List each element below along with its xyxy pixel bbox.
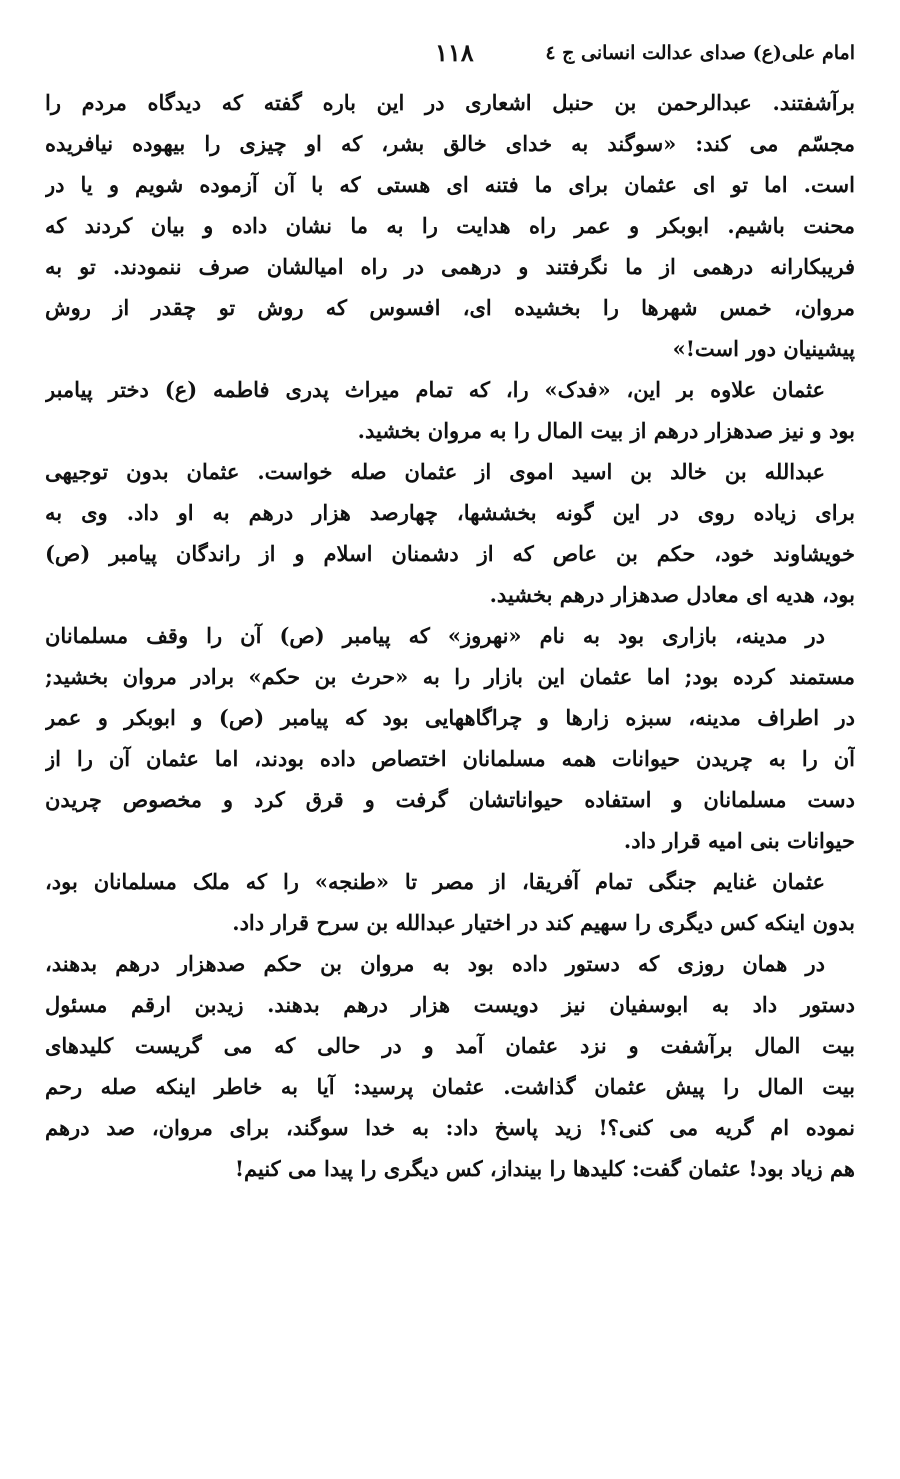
text-line: است. اما تو ای عثمان برای ما فتنه ای هستی که با آن آزموده شویم و یا در <box>45 172 855 197</box>
text-line: فریبکارانه درهمی از ما نگرفتند و درهمی در راه امیالشان صرف ننمودند. تو به <box>45 254 855 279</box>
page-header <box>45 38 855 78</box>
text-line: مجسّم می کند: «سوگند به خدای خالق بشر، که او چیزی را بیهوده نیافریده <box>45 131 855 156</box>
paragraph <box>45 861 855 943</box>
text-line: محنت باشیم. ابوبکر و عمر راه هدایت را به ما نشان داده و بیان کردند که <box>45 213 855 238</box>
text-line: عثمان علاوه بر این، «فدک» را، که تمام میراث پدری فاطمه (ع) دختر پیامبر <box>45 377 825 402</box>
text-line: پیشینیان دور است!» <box>672 336 855 361</box>
text-line: برآشفتند. عبدالرحمن بن حنبل اشعاری در این باره گفته که دیدگاه مردم را <box>45 90 855 115</box>
paragraph <box>45 943 855 1189</box>
paragraph <box>45 615 855 861</box>
text-line: آن را به چریدن حیوانات همه مسلمانان اختصاص داده بودند، اما عثمان آن را از <box>45 746 855 771</box>
text-line: مروان، خمس شهرها را بخشیده ای، افسوس که روش تو چقدر از روش <box>45 295 855 320</box>
page-number: ۱۱۸ <box>435 38 474 67</box>
text-line: بود و نیز صدهزار درهم از بیت المال را به مروان بخشید. <box>357 418 855 443</box>
text-line: بدون اینکه کس دیگری را سهیم کند در اختیار عبدالله بن سرح قرار داد. <box>232 910 855 935</box>
text-line: دستور داد به ابوسفیان نیز دویست هزار درهم بدهند. زیدبن ارقم مسئول <box>45 992 855 1017</box>
page-body <box>45 82 855 1189</box>
text-line: بیت المال را پیش عثمان گذاشت. عثمان پرسید: آیا به خاطر اینکه صله رحم <box>45 1074 855 1099</box>
text-line: خویشاوند خود، حکم بن عاص که از دشمنان اسلام و از راندگان پیامبر (ص) <box>45 541 855 566</box>
text-line: برای زیاده روی در این گونه بخششها، چهارصد هزار درهم به او داد. وی به <box>45 500 855 525</box>
text-line: مستمند کرده بود; اما عثمان این بازار را به «حرث بن حکم» برادر مروان بخشید; <box>45 664 855 689</box>
text-line: در مدینه، بازاری بود به نام «نهروز» که پیامبر (ص) آن را وقف مسلمانان <box>45 623 825 648</box>
text-line: بیت المال برآشفت و نزد عثمان آمد و در حالی که می گریست کلیدهای <box>45 1033 855 1058</box>
running-title: امام علی(ع) صدای عدالت انسانی ج ٤ <box>545 42 855 64</box>
text-line: بود، هدیه ای معادل صدهزار درهم بخشید. <box>489 582 855 607</box>
text-line: حیوانات بنی امیه قرار داد. <box>623 828 855 853</box>
paragraph <box>45 82 855 369</box>
text-line: دست مسلمانان و استفاده حیواناتشان گرفت و قرق کرد و مخصوص چریدن <box>45 787 855 812</box>
text-line: در اطراف مدینه، سبزه زارها و چراگاههایی بود که پیامبر (ص) و ابوبکر و عمر <box>45 705 855 730</box>
text-line: در همان روزی که دستور داده بود به مروان بن حکم صدهزار درهم بدهند، <box>45 951 825 976</box>
paragraph <box>45 369 855 451</box>
text-line: هم زیاد بود! عثمان گفت: کلیدها را بینداز، کس دیگری را پیدا می کنیم! <box>234 1156 855 1181</box>
text-line: نموده ام گریه می کنی؟! زید پاسخ داد: به خدا سوگند، برای مروان، صد درهم <box>45 1115 855 1140</box>
text-line: عبدالله بن خالد بن اسید اموی از عثمان صله خواست. عثمان بدون توجیهی <box>45 459 825 484</box>
text-line: عثمان غنایم جنگی تمام آفریقا، از مصر تا «طنجه» را که ملک مسلمانان بود، <box>45 869 825 894</box>
paragraph <box>45 451 855 615</box>
